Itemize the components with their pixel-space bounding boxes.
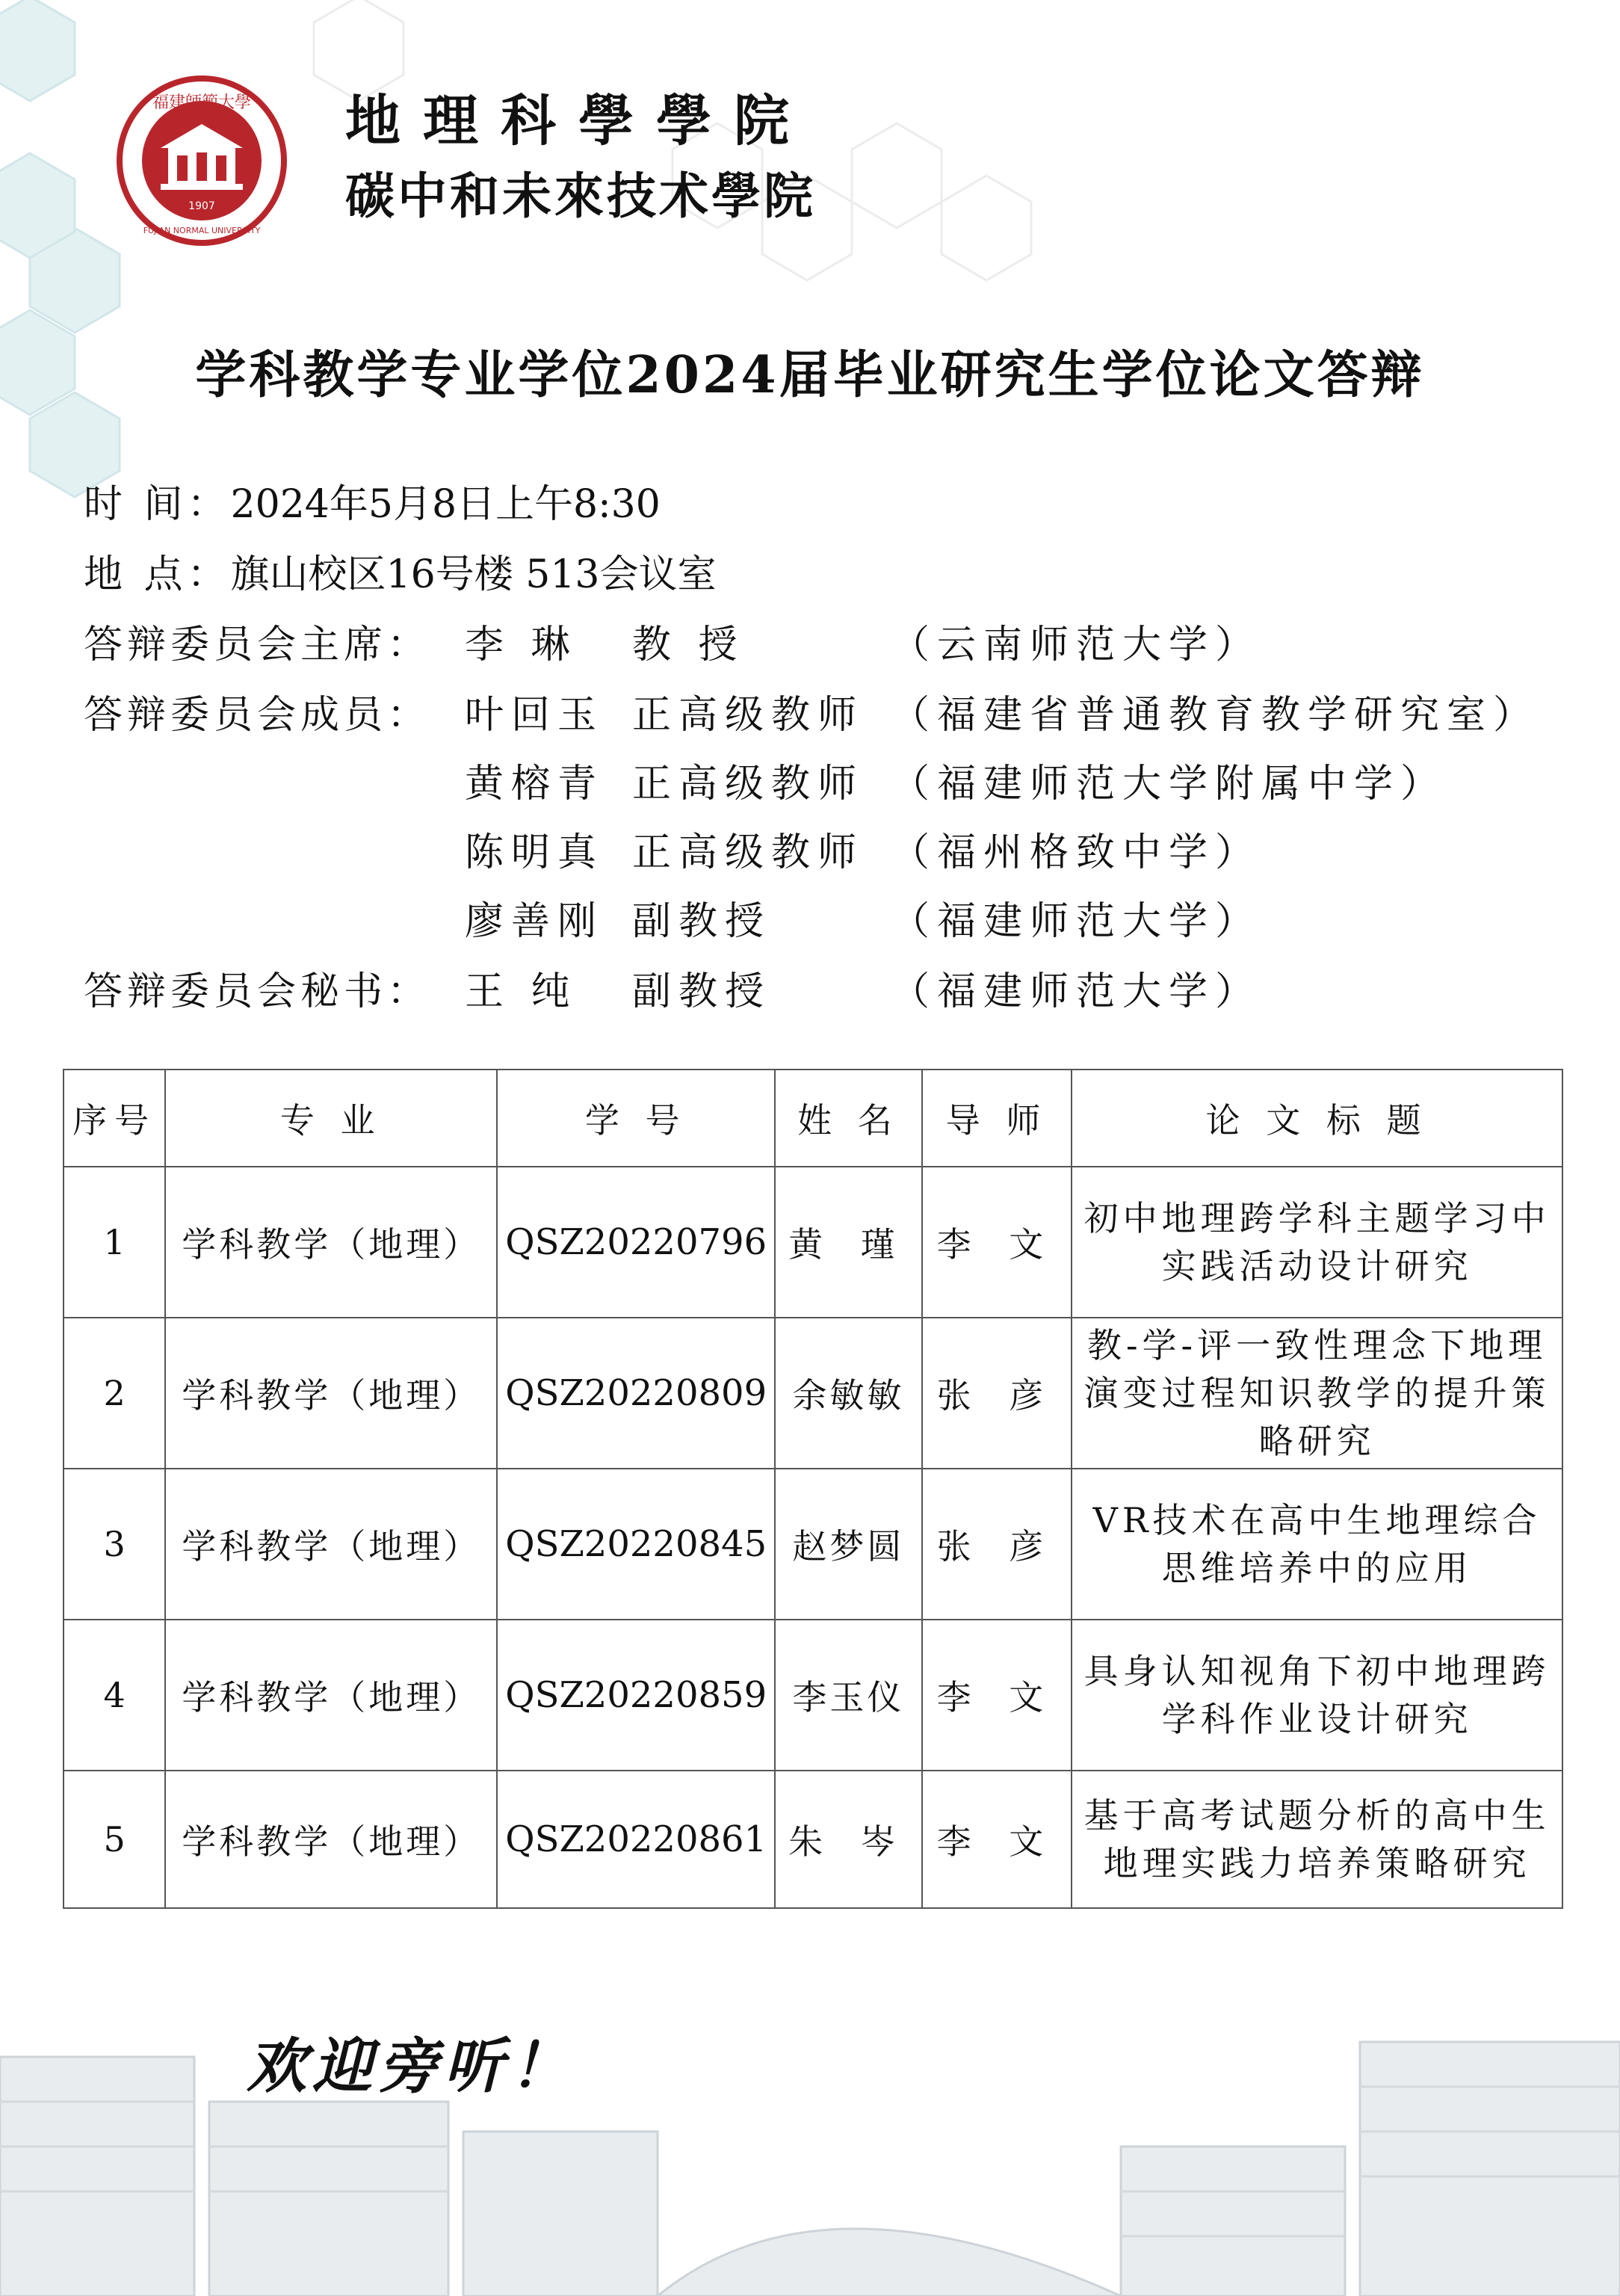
row-thesis-title: VR技术在高中生地理综合思维培养中的应用 <box>1072 1469 1562 1620</box>
row-major: 学科教学（地理） <box>165 1771 497 1908</box>
place-line <box>84 549 716 601</box>
logo-top-text: 福建師範大學 <box>152 93 252 112</box>
row-advisor: 张 彦 <box>922 1469 1072 1620</box>
table-row <box>64 1771 1562 1908</box>
row-name: 黄 瑾 <box>775 1167 922 1318</box>
header-name: 姓 名 <box>775 1070 922 1167</box>
place-label: 地 点： <box>84 552 231 597</box>
row-thesis-title: 基于高考试题分析的高中生地理实践力培养策略研究 <box>1072 1771 1562 1908</box>
time-value: 2024年5月8日上午8:30 <box>230 482 661 527</box>
chair-line <box>84 619 430 671</box>
table-row <box>64 1469 1562 1620</box>
row-major: 学科教学（地理） <box>165 1469 497 1620</box>
school-name: 地理科學學院 <box>345 89 811 153</box>
row-name: 赵梦圆 <box>775 1469 922 1620</box>
table-row <box>64 1318 1562 1469</box>
row-advisor: 张 彦 <box>922 1318 1072 1469</box>
header-major: 专 业 <box>165 1070 497 1167</box>
member-org: （福建省普通教育教学研究室） <box>891 693 1540 738</box>
secretary-label: 答辩委员会秘书： <box>84 969 431 1014</box>
row-no: 4 <box>64 1620 165 1771</box>
school-header <box>345 84 816 233</box>
table-row <box>64 1620 1562 1771</box>
chair-label: 答辩委员会主席： <box>84 623 431 667</box>
row-major: 学科教学（地理） <box>165 1318 497 1469</box>
table-row <box>64 1167 1562 1318</box>
row-thesis-title: 初中地理跨学科主题学习中实践活动设计研究 <box>1072 1167 1562 1318</box>
row-no: 2 <box>64 1318 165 1469</box>
row-student-id: QSZ20220796 <box>497 1167 775 1318</box>
row-student-id: QSZ20220861 <box>497 1771 775 1908</box>
place-value: 旗山校区16号楼 513会议室 <box>230 552 717 597</box>
page-title: 学科教学专业学位2024届毕业研究生学位论文答辩 <box>195 345 1425 405</box>
member-name: 陈明真 <box>465 830 605 875</box>
header-student-id: 学 号 <box>497 1070 775 1167</box>
table-header-row <box>64 1070 1562 1167</box>
time-label: 时 间： <box>84 482 231 527</box>
header-thesis-title: 论 文 标 题 <box>1072 1070 1562 1167</box>
row-name: 李玉仪 <box>775 1620 922 1771</box>
row-advisor: 李 文 <box>922 1771 1072 1908</box>
row-thesis-title: 教-学-评一致性理念下地理演变过程知识教学的提升策略研究 <box>1072 1318 1562 1469</box>
member-title: 正高级教师 <box>632 693 865 738</box>
chair-title: 教 授 <box>632 623 745 667</box>
secretary-org: （福建师范大学） <box>891 969 1262 1014</box>
row-no: 5 <box>64 1771 165 1908</box>
row-name: 朱 岑 <box>775 1771 922 1908</box>
chair-name: 李 琳 <box>465 623 578 667</box>
defense-table <box>63 1069 1563 1909</box>
chair-org: （云南师范大学） <box>891 623 1262 667</box>
row-thesis-title: 具身认知视角下初中地理跨学科作业设计研究 <box>1072 1620 1562 1771</box>
row-advisor: 李 文 <box>922 1167 1072 1318</box>
secretary-name: 王 纯 <box>465 969 578 1014</box>
members-label: 答辩委员会成员： <box>84 693 431 738</box>
row-name: 余敏敏 <box>775 1318 922 1469</box>
row-student-id: QSZ20220859 <box>497 1620 775 1771</box>
member-name: 廖善刚 <box>465 899 605 944</box>
member-title: 正高级教师 <box>632 830 865 875</box>
university-logo <box>116 75 288 247</box>
member-name: 黄榕青 <box>465 762 605 806</box>
logo-year: 1907 <box>188 200 215 212</box>
secretary-line <box>84 966 430 1018</box>
welcome-text: 欢迎旁听！ <box>247 2031 575 2101</box>
institute-name: 碳中和未來技术學院 <box>345 167 816 225</box>
member-org: （福建师范大学） <box>891 899 1262 944</box>
members-line <box>84 689 430 741</box>
row-major: 学科教学（地理） <box>165 1167 497 1318</box>
time-line <box>84 478 661 531</box>
row-no: 1 <box>64 1167 165 1318</box>
secretary-title: 副教授 <box>632 969 772 1014</box>
logo-bottom-text: FUJIAN NORMAL UNIVERSITY <box>143 226 261 235</box>
member-name: 叶回玉 <box>465 693 605 738</box>
row-no: 3 <box>64 1469 165 1620</box>
member-org: （福州格致中学） <box>891 830 1262 875</box>
row-student-id: QSZ20220809 <box>497 1318 775 1469</box>
header-no: 序号 <box>64 1070 165 1167</box>
row-student-id: QSZ20220845 <box>497 1469 775 1620</box>
row-advisor: 李 文 <box>922 1620 1072 1771</box>
campus-sketch-background <box>0 1877 1620 2296</box>
member-org: （福建师范大学附属中学） <box>891 762 1447 806</box>
member-title: 副教授 <box>632 899 772 944</box>
row-major: 学科教学（地理） <box>165 1620 497 1771</box>
header-advisor: 导 师 <box>922 1070 1072 1167</box>
member-title: 正高级教师 <box>632 762 865 806</box>
